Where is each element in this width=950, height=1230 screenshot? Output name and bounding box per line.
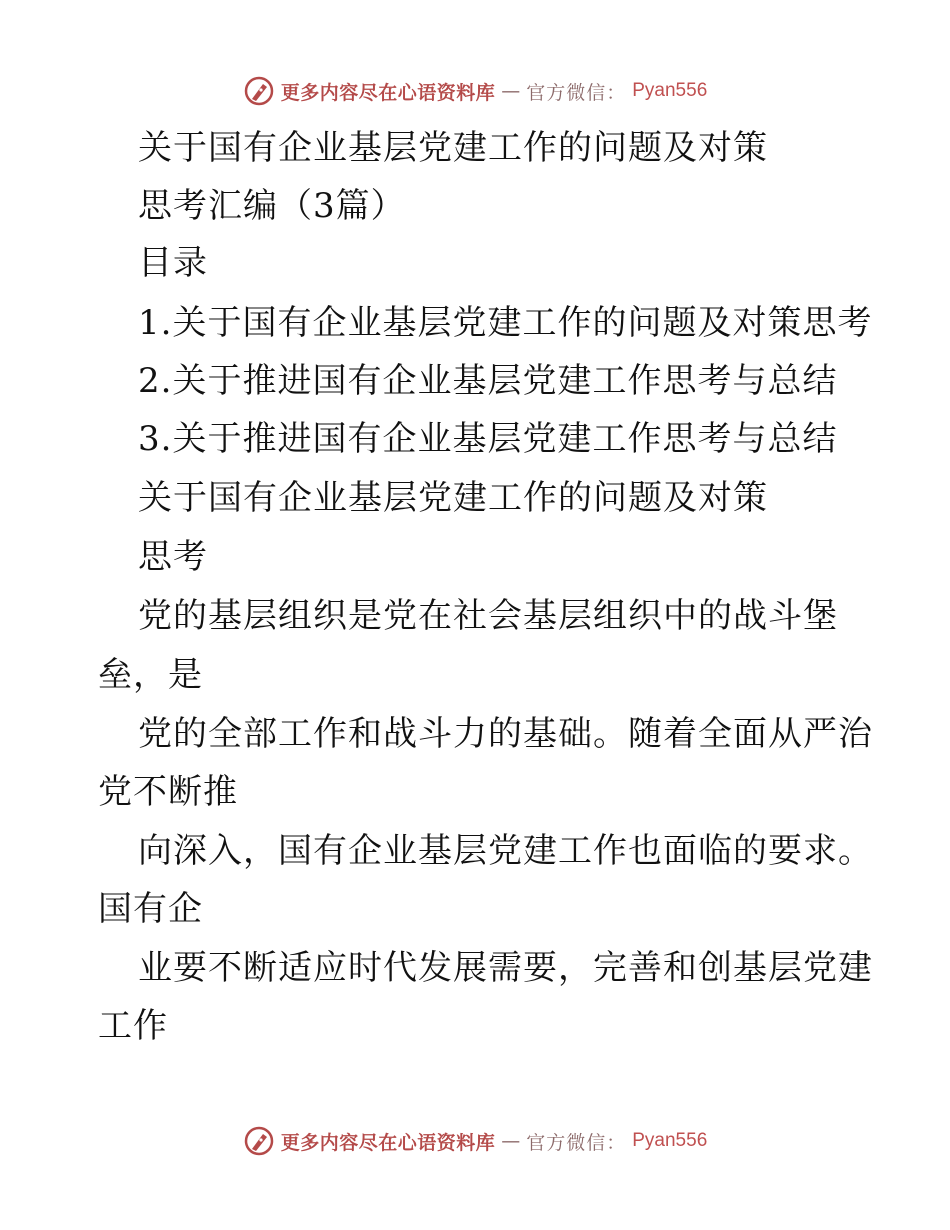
toc-item-3: 3.关于推进国有企业基层党建工作思考与总结 [138, 419, 838, 459]
watermark-main-text: 更多内容尽在心语资料库 [280, 81, 496, 104]
watermark-separator: — [501, 80, 521, 102]
body-line-8: 工作 [98, 1006, 168, 1046]
body-line-4: 党不断推 [98, 772, 238, 812]
watermark-main-text: 更多内容尽在心语资料库 [280, 1131, 496, 1154]
watermark-id: Pyan556 [632, 1130, 708, 1151]
body-line-2: 垒，是 [98, 655, 203, 695]
watermark-id: Pyan556 [632, 80, 708, 101]
pen-nib-circle-icon [243, 75, 275, 107]
section-title-line-1: 关于国有企业基层党建工作的问题及对策 [138, 478, 768, 518]
section-title-line-2: 思考 [138, 537, 208, 577]
toc-heading: 目录 [138, 243, 208, 283]
toc-item-1: 1.关于国有企业基层党建工作的问题及对策思考 [138, 303, 873, 343]
watermark-separator: — [501, 1130, 521, 1152]
body-line-1: 党的基层组织是党在社会基层组织中的战斗堡 [138, 596, 838, 636]
body-line-3: 党的全部工作和战斗力的基础。随着全面从严治 [138, 714, 873, 754]
pen-nib-circle-icon [243, 1125, 275, 1157]
document-title-line-2: 思考汇编（3篇） [138, 186, 406, 226]
watermark-sub-text: 官方微信： [526, 1131, 627, 1154]
watermark-sub-text: 官方微信： [526, 81, 627, 104]
watermark-footer [0, 1121, 950, 1161]
body-line-5: 向深入，国有企业基层党建工作也面临的要求。 [138, 831, 873, 871]
toc-item-2: 2.关于推进国有企业基层党建工作思考与总结 [138, 361, 838, 401]
document-title-line-1: 关于国有企业基层党建工作的问题及对策 [138, 128, 768, 168]
body-line-6: 国有企 [98, 889, 203, 929]
watermark-header [0, 71, 950, 111]
body-line-7: 业要不断适应时代发展需要，完善和创基层党建 [138, 948, 873, 988]
